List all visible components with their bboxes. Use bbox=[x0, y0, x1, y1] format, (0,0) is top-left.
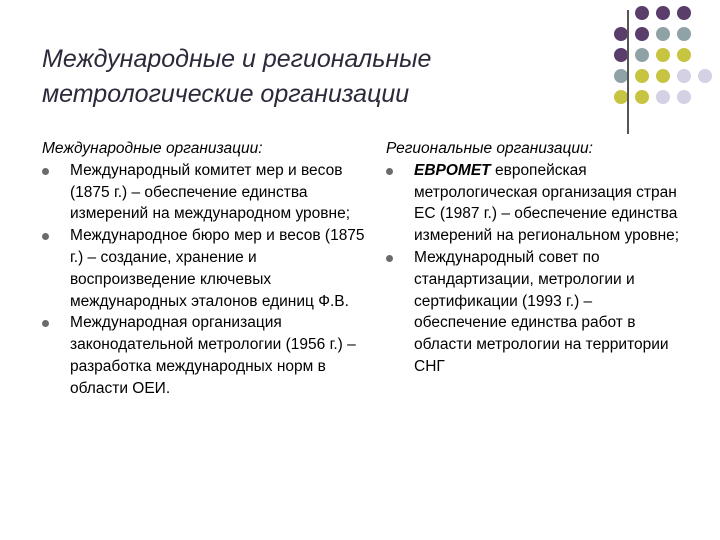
dot-purple bbox=[614, 48, 628, 62]
euromet-name: ЕВРОМЕТ bbox=[414, 161, 491, 179]
list-item-text: Международное бюро мер и весов (1875 г.) – создание, хранение и воспроизведение ключевых международных эталонов единиц Ф.В. bbox=[70, 227, 365, 310]
dot-lavender bbox=[656, 90, 670, 104]
bullet-dot-icon bbox=[42, 233, 49, 240]
dot-yellow bbox=[614, 90, 628, 104]
dot-lavender bbox=[698, 69, 712, 83]
dot-teal bbox=[635, 48, 649, 62]
dot-purple bbox=[656, 6, 670, 20]
dot-yellow bbox=[677, 48, 691, 62]
list-item-text: европейская метрологическая организация стран ЕС (1987 г.) – обеспечение единства измерений на региональном уровне; bbox=[414, 161, 680, 245]
bullet-dot-icon bbox=[42, 320, 49, 327]
list-item bbox=[386, 247, 686, 378]
page-title: Международные и региональные метрологические организации bbox=[42, 45, 432, 108]
dot-lavender bbox=[677, 90, 691, 104]
list-item bbox=[386, 160, 686, 247]
international-organizations-column bbox=[42, 138, 372, 400]
dot-yellow bbox=[656, 48, 670, 62]
dot-yellow bbox=[656, 69, 670, 83]
regional-organizations-column bbox=[386, 138, 686, 378]
bullet-dot-icon bbox=[386, 255, 393, 262]
dot-teal bbox=[614, 69, 628, 83]
dot-purple bbox=[677, 6, 691, 20]
decorative-dot-grid bbox=[614, 6, 720, 114]
list-item-text: Международный совет по стандартизации, метрологии и сертификации (1993 г.) – обеспечение единства работ в области метрологии на территории СНГ bbox=[414, 248, 669, 375]
dot-lavender bbox=[677, 69, 691, 83]
dot-teal bbox=[656, 27, 670, 41]
list-item-text: Международный комитет мер и весов (1875 г.) – обеспечение единства измерений на международном уровне; bbox=[70, 161, 351, 223]
dot-purple bbox=[635, 27, 649, 41]
dot-yellow bbox=[635, 69, 649, 83]
international-organizations-heading: Международные организации: bbox=[42, 140, 263, 157]
dot-purple bbox=[614, 27, 628, 41]
dot-yellow bbox=[635, 90, 649, 104]
regional-organizations-list bbox=[386, 160, 686, 378]
list-item bbox=[42, 160, 372, 225]
list-item bbox=[42, 225, 372, 312]
bullet-dot-icon bbox=[42, 168, 49, 175]
regional-organizations-heading: Региональные организации: bbox=[386, 140, 593, 157]
list-item-text: Международная организация законодательной метрологии (1956 г.) – разработка международных норм в области ОЕИ. bbox=[70, 314, 356, 397]
list-item bbox=[42, 312, 372, 399]
dot-purple bbox=[635, 6, 649, 20]
international-organizations-list bbox=[42, 160, 372, 400]
vertical-divider bbox=[627, 10, 629, 134]
dot-teal bbox=[677, 27, 691, 41]
bullet-dot-icon bbox=[386, 168, 393, 175]
